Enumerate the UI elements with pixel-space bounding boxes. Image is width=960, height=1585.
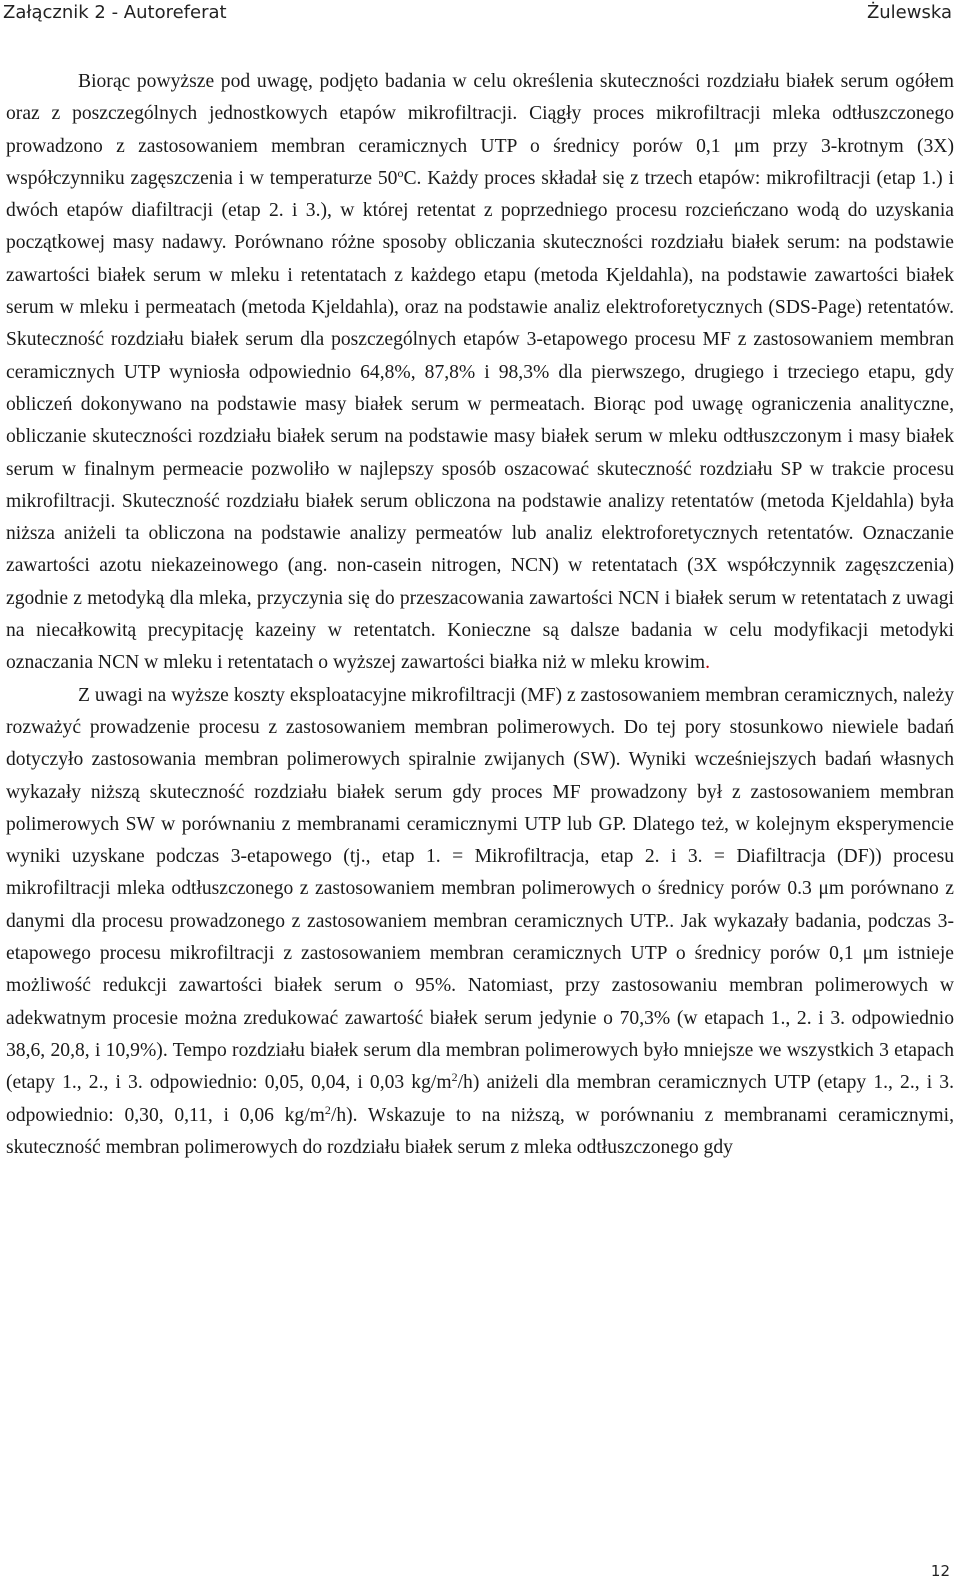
page-body <box>6 66 954 1164</box>
paragraph-text: Z uwagi na wyższe koszty eksploatacyjne mikrofiltracji (MF) z zastosowaniem membran ceramicznych, należy rozważyć prowadzenie procesu z zastosowaniem membran polimerowych. Do tej pory stosunkowo niewiele badań dotyczyło zastosowania membran polimerowych spiralnie zwijanych (SW). Wyniki wcześniejszych badań własnych wykazały niższą skuteczność rozdziału białek serum gdy proces MF prowadzony był z zastosowaniem membran polimerowych SW w porównaniu z membranami ceramicznymi UTP lub GP. Dlatego też, w kolejnym eksperymencie wyniki uzyskane podczas 3-etapowego (tj., etap 1. = Mikrofiltracja, etap 2. i 3. = Diafiltracja (DF)) procesu mikrofiltracji mleka odtłuszczonego z zastosowaniem membran polimerowych o średnicy porów 0.3 μm porównano z danymi dla procesu prowadzonego z zastosowaniem membran ceramicznych UTP.. Jak wykazały badania, podczas 3-etapowego procesu mikrofiltracji z zastosowaniem membran ceramicznych UTP o średnicy porów 0,1 μm istnieje możliwość redukcji zawartości białek serum o 95%. Natomiast, przy zastosowaniu membran polimerowych w adekwatnym procesie można zredukować zawartość białek serum jedynie o 70,3% (w etapach 1., 2. i 3. odpowiednio 38,6, 20,8, i 10,9%). Tempo rozdziału białek serum dla membran polimerowych było mniejsze we wszystkich 3 etapach (etapy 1., 2., i 3. odpowiednio: 0,05, 0,04, i 0,03 kg/m <box>6 684 954 1094</box>
unit-superscript: 2 <box>324 1102 331 1117</box>
header-document-title: Załącznik 2 - Autoreferat <box>3 2 227 23</box>
paragraph-text: C. Każdy proces składał się z trzech etapów: mikrofiltracji (etap 1.) i dwóch etapów diafiltracji (etap 2. i 3.), w której retentat z poprzedniego procesu rozcieńczano wodą do uzyskania początkowej masy nadawy. Porównano różne sposoby obliczania skuteczności rozdziału białek serum: na podstawie zawartości białek serum w mleku i retentatach z każdego etapu (metoda Kjeldahla), na podstawie zawartości białek serum w mleku i permeatach (metoda Kjeldahla), oraz na podstawie analiz elektroforetycznych (SDS-Page) retentatów. Skuteczność rozdziału białek serum dla poszczególnych etapów 3-etapowego procesu MF z zastosowaniem membran ceramicznych UTP wyniosła odpowiednio 64,8%, 87,8% i 98,3% dla pierwszego, drugiego i trzeciego etapu, gdy obliczeń dokonywano na podstawie masy białek serum w permeatach. Biorąc pod uwagę ograniczenia analityczne, obliczanie skuteczności rozdziału białek serum na podstawie masy białek serum w mleku odtłuszczonym i masy białek serum w finalnym permeacie pozwoliło w najlepszy sposób oszacować skuteczność rozdziału SP w trakcie procesu mikrofiltracji. Skuteczność rozdziału białek serum obliczona na podstawie analizy retentatów (metoda Kjeldahla) była niższa aniżeli ta obliczona na podstawie analizy permeatów lub analiz elektroforetycznych retentatów. Oznaczanie zawartości azotu niekazeinowego (ang. non-casein nitrogen, NCN) w retentatach (3X współczynnik zagęszczenia) zgodnie z metodyką dla mleka, przyczynia się do przeszacowania zawartości NCN i białek serum w retentatach z uwagi na niecałkowitą precypitację kazeiny w retentatch. Konieczne są dalsze badania w celu modyfikacji metodyki oznaczania NCN w mleku i retentatach o wyższej zawartości białka niż w mleku krowim <box>6 167 954 674</box>
header-author: Żulewska <box>866 2 952 23</box>
degree-superscript: o <box>397 165 404 180</box>
page-number: 12 <box>930 1562 950 1580</box>
page-header <box>0 0 960 32</box>
red-period: . <box>705 652 711 674</box>
unit-superscript: 2 <box>451 1070 458 1085</box>
paragraph-text: /h) aniżeli dla membran ceramicznych UTP (etapy 1., 2., i 3. odpowiednio: 0,30, 0,11, i 0,06 kg/m <box>6 1072 954 1126</box>
paragraph-polymer-membranes <box>6 680 954 1164</box>
paragraph-text: Biorąc powyższe pod uwagę, podjęto badania w celu określenia skuteczności rozdziału białek serum ogółem oraz z poszczególnych jednostkowych etapów mikrofiltracji. Ciągły proces mikrofiltracji mleka odtłuszczonego prowadzono z zastosowaniem membran ceramicznych UTP o średnicy porów 0,1 μm przy 3-krotnym (3X) współczynniku zagęszczenia i w temperaturze 50 <box>6 71 954 189</box>
paragraph-text: /h). Wskazuje to na niższą, w porównaniu z membranami ceramicznymi, skuteczność membran polimerowych do rozdziału białek serum z mleka odtłuszczonego gdy <box>6 1104 954 1158</box>
paragraph-microfiltration-results <box>6 66 954 680</box>
